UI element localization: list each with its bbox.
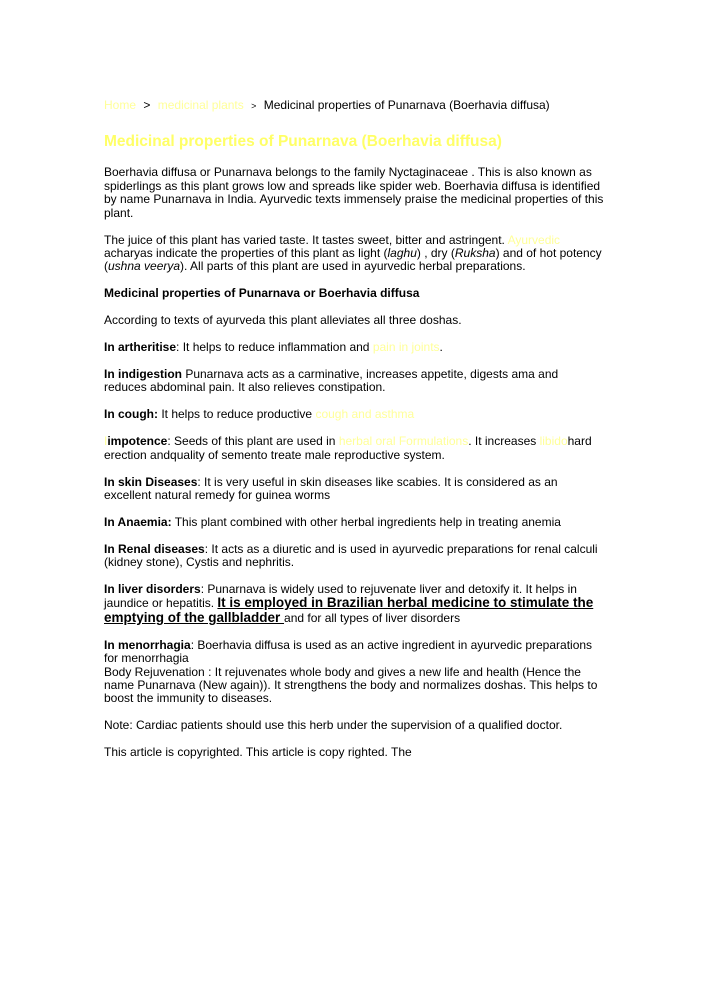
doshas-paragraph: According to texts of ayurveda this plant alleviates all three doshas. <box>104 313 462 328</box>
liver-paragraph <box>104 583 604 625</box>
impotence-text: . It increases <box>468 434 540 449</box>
taste-text: ) and of hot potency ( <box>104 245 602 274</box>
cough-label: In cough: <box>104 407 158 422</box>
taste-text: ). All parts of this plant are used in ayurvedic herbal preparations. <box>180 259 526 274</box>
renal-text: : It acts as a diuretic and is used in ayurvedic preparations for renal calculi (kidney stone), Cystis and nephritis. <box>104 541 598 570</box>
taste-text: ) , dry ( <box>416 245 455 260</box>
intro-paragraph: Boerhavia diffusa or Punarnava belongs to the family Nyctaginaceae . This is also known as spiderlings as this plant grows low and spreads like spider web. Boerhavia diffusa is identified by name Punarnava in India. Ayurvedic texts immensely praise the medicinal properties of this plant. <box>104 165 604 220</box>
arthritis-text: : It helps to reduce inflammation and <box>176 340 373 355</box>
impotence-paragraph <box>104 435 604 462</box>
breadcrumb <box>104 99 604 113</box>
rejuvenation-paragraph: Body Rejuvenation : It rejuvenates whole body and gives a new life and health (Hence the name Punarnava (New again)). It strengthens the body and normalizes doshas. This helps to boost the immunity to diseases. <box>104 664 598 706</box>
ruksha-term: Ruksha <box>454 245 496 260</box>
breadcrumb-separator: > <box>143 98 151 112</box>
breadcrumb-home-link[interactable]: Home <box>104 98 137 112</box>
impotence-text: : Seeds of this plant are used in <box>167 434 339 449</box>
copyright-paragraph: This article is copyrighted. This article is copy righted. The <box>104 745 412 760</box>
impotence-text: hard erection andquality of semento treate male reproductive system. <box>104 434 592 462</box>
herbal-formulations-link[interactable]: herbal oral Formulations <box>338 434 469 449</box>
pain-in-joints-link[interactable]: pain in joints <box>372 340 440 355</box>
indigestion-label: In indigestion <box>104 366 182 381</box>
indigestion-paragraph <box>104 368 604 395</box>
libido-link[interactable]: libido <box>539 434 568 449</box>
breadcrumb-current: Medicinal properties of Punarnava (Boerhavia diffusa) <box>263 98 550 112</box>
cough-asthma-link[interactable]: cough and asthma <box>315 407 415 422</box>
liver-label: In liver disorders <box>104 582 201 597</box>
taste-text: The juice of this plant has varied taste. It tastes sweet, bitter and astringent. <box>104 232 508 247</box>
note-paragraph: Note: Cardiac patients should use this herb under the supervision of a qualified doctor. <box>104 718 563 733</box>
laghu-term: laghu <box>387 245 417 260</box>
ayurvedic-link[interactable]: Ayurvedic <box>507 232 561 247</box>
anaemia-text: This plant combined with other herbal ingredients help in treating anemia <box>171 514 561 529</box>
cough-paragraph <box>104 408 604 421</box>
impotence-label: impotence <box>107 434 168 449</box>
indigestion-text: Punarnava acts as a carminative, increases appetite, digests ama and reduces abdominal pain. It also relieves constipation. <box>104 366 559 395</box>
ushna-veerya-term: ushna veerya <box>108 259 181 274</box>
menorrhagia-text: : Boerhavia diffusa is used as an active ingredient in ayurvedic preparations for menorrhagia <box>104 637 593 666</box>
anaemia-label: In Anaemia: <box>104 514 172 529</box>
menorrhagia-label: In menorrhagia <box>104 637 191 652</box>
brazilian-medicine-link[interactable]: It is employed in Brazilian herbal medicine to stimulate the emptying of the gallbladder <box>104 595 594 625</box>
cough-text: It helps to reduce productive <box>158 407 316 422</box>
taste-text: acharyas indicate the properties of this plant as light ( <box>104 245 388 260</box>
arthritis-paragraph <box>104 341 604 354</box>
article-page <box>104 99 604 773</box>
anaemia-paragraph <box>104 516 604 529</box>
impotence-prefix: I <box>104 434 108 449</box>
arthritis-end: . <box>439 340 443 355</box>
section-heading: Medicinal properties of Punarnava or Boerhavia diffusa <box>104 286 420 301</box>
breadcrumb-separator: > <box>251 101 257 111</box>
arthritis-label: In artheritise <box>104 340 177 355</box>
renal-label: In Renal diseases <box>104 541 205 556</box>
skin-paragraph <box>104 476 604 503</box>
taste-paragraph <box>104 234 604 274</box>
liver-text: : Punarnava is widely used to rejuvenate liver and detoxify it. It helps in jaundice or hepatitis. <box>104 582 577 611</box>
renal-paragraph <box>104 543 604 570</box>
liver-end: and for all types of liver disorders <box>284 610 461 625</box>
breadcrumb-category-link[interactable]: medicinal plants <box>157 98 244 112</box>
skin-label: In skin Diseases <box>104 474 198 489</box>
page-title: Medicinal properties of Punarnava (Boerhavia diffusa) <box>104 133 502 151</box>
menorrhagia-paragraph <box>104 639 604 666</box>
skin-text: : It is very useful in skin diseases like scabies. It is considered as an excellent natural remedy for guinea worms <box>104 474 558 502</box>
